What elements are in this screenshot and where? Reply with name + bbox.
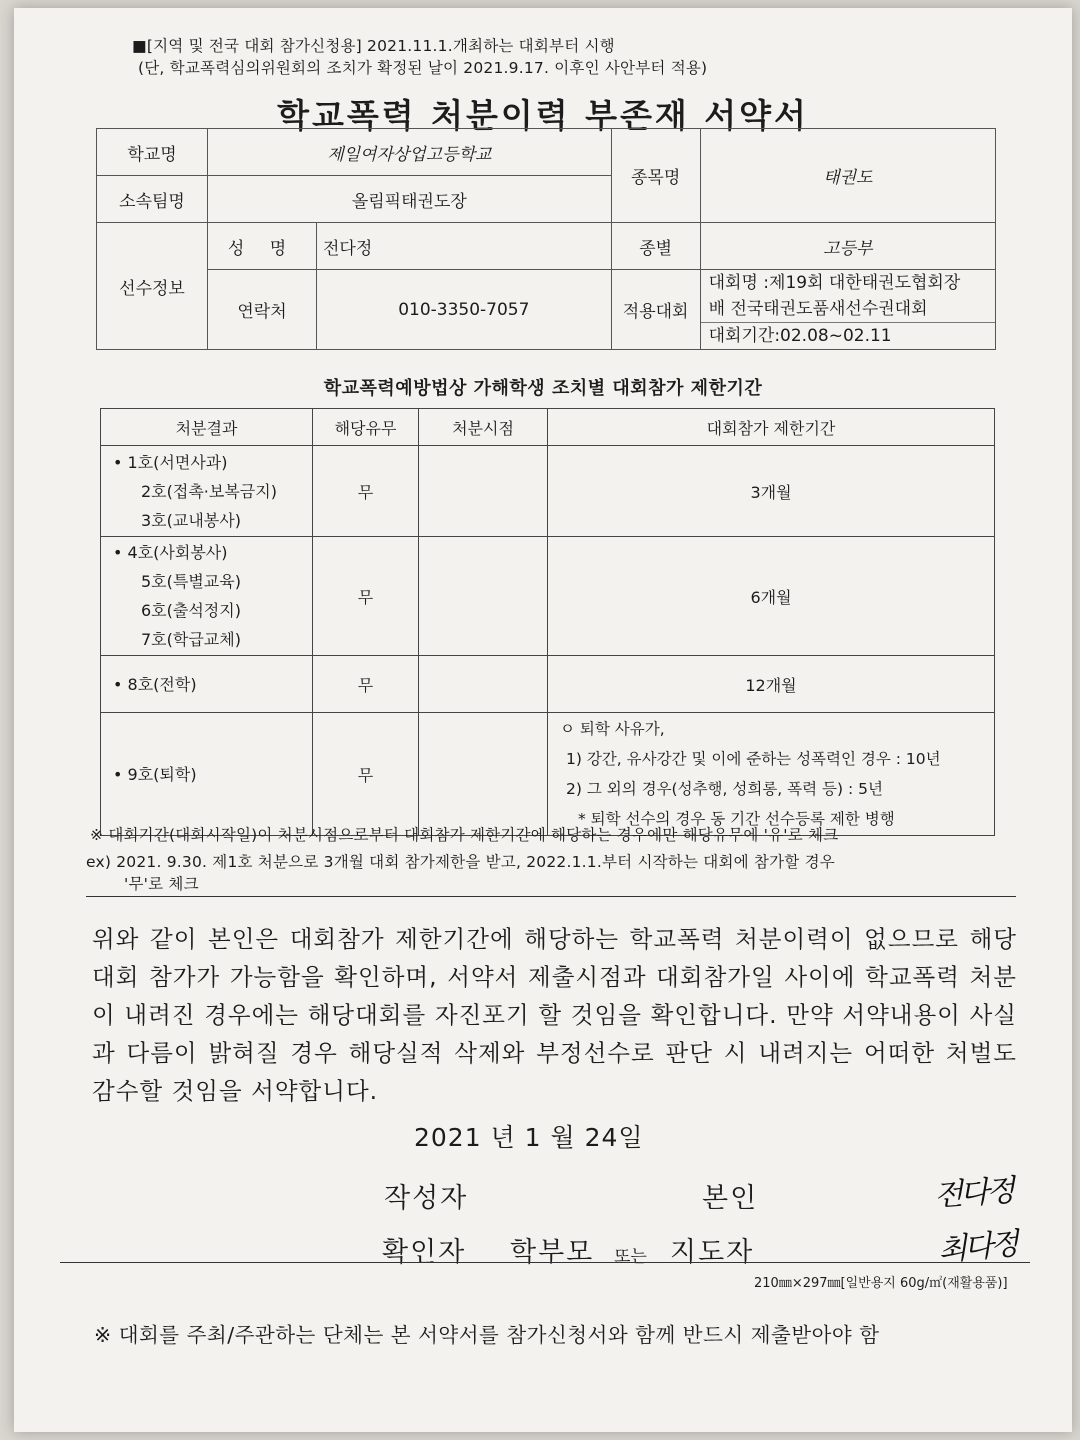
item: • 1호(서면사과) [113,452,228,472]
item: • 9호(퇴학) [113,764,197,784]
competition-period: 대회기간:02.08~02.11 [701,322,995,349]
applicable-value: 무 [313,713,419,836]
team-value: 올림픽태권도장 [208,176,612,223]
period-line: ㅇ 퇴학 사유가, [560,720,665,738]
author-label: 작성자 [384,1183,469,1214]
self-label: 본인 [702,1183,759,1214]
row-items [101,446,313,537]
time-value [419,446,548,537]
self-signature: 전다정 [933,1173,1014,1214]
divider [86,896,1016,897]
item: 2호(접촉·보복금지) [141,481,277,501]
col-header-period: 대회참가 제한기간 [548,409,995,446]
competition-name-line-1: 대회명 :제19회 대한태권도협회장 [708,273,961,293]
competition-name-line-2: 배 전국태권도품새선수권대회 [708,299,928,319]
table-row [101,537,995,656]
or-label: 또는 [614,1247,647,1267]
class-value: 고등부 [700,223,995,270]
class-label: 종별 [611,223,700,270]
name-label: 성 명 [208,223,317,270]
row-items [101,537,313,656]
document-title: 학교폭력 처분이력 부존재 서약서 [277,96,809,135]
paper-spec: 210㎜×297㎜[일반용지 60g/㎡(재활용품)] [754,1276,1008,1291]
contact-value: 010-3350-7057 [317,270,612,350]
time-value [419,713,548,836]
header-line-1: ■[지역 및 전국 대회 참가신청용] 2021.11.1.개최하는 대회부터 시행 [132,37,615,55]
team-label: 소속팀명 [97,176,208,223]
time-value [419,656,548,713]
period-detail [548,713,995,836]
event-label: 종목명 [611,129,700,223]
school-label: 학교명 [97,129,208,176]
confirm-label: 확인자 [382,1237,467,1268]
time-value [419,537,548,656]
row-items [101,713,313,836]
col-header-result: 처분결과 [101,409,313,446]
school-value: 제일여자상업고등학교 [208,129,612,176]
pledge-text: 위와 같이 본인은 대회참가 제한기간에 해당하는 학교폭력 처분이력이 없으므로 해당 대회 참가가 가능함을 확인하며, 서약서 제출시점과 대회참가일 사이에 학교폭력 처분이 내려진 경우에는 해당대회를 자진포기 할 것임을 확인합니다. 만약 서약내용이 사실과 다름이 밝혀질 경우 해당실적 삭제와 부정선수로 판단 시 내려지는 어떠한 처벌도 감수할 것임을 서약합니다. [92,925,1017,1105]
document-page [14,8,1072,1432]
info-table [96,128,996,350]
table-row [101,656,995,713]
competition-value [700,270,995,350]
footer-note: ※ 대회를 주최/주관하는 단체는 본 서약서를 참가신청서와 함께 반드시 제출받아야 함 [94,1323,880,1347]
applicable-value: 무 [313,537,419,656]
item: 7호(학급교체) [141,630,241,649]
table-row [101,713,995,836]
instructor-label: 지도자 [670,1237,755,1268]
item: • 8호(전학) [113,674,197,694]
item: • 4호(사회봉사) [113,543,228,562]
period-line: * 퇴학 선수의 경우 동 기간 선수등록 제한 병행 [578,810,895,828]
pledge-date: 2021 년 1 월 24일 [414,1123,644,1152]
period-value: 6개월 [548,537,995,656]
applicable-value: 무 [313,656,419,713]
contact-label: 연락처 [208,270,317,350]
col-header-applicable: 해당유무 [313,409,419,446]
header-line-2: (단, 학교폭력심의위원회의 조치가 확정된 날이 2021.9.17. 이후인 사안부터 적용) [138,59,708,77]
item: 6호(출석정지) [141,601,241,620]
period-value: 3개월 [548,446,995,537]
item: 3호(교내봉사) [141,510,241,530]
divider [60,1262,1030,1263]
player-info-label: 선수정보 [97,223,208,350]
period-value: 12개월 [548,656,995,713]
period-line: 1) 강간, 유사강간 및 이에 준하는 성폭력인 경우 : 10년 [566,750,941,768]
event-value: 태권도 [700,129,995,223]
note-2-line-2: '무'로 체크 [124,875,199,893]
confirm-signature: 최다정 [936,1226,1018,1269]
row-items [101,656,313,713]
period-line: 2) 그 외의 경우(성추행, 성희롱, 폭력 등) : 5년 [566,780,883,798]
restriction-table [100,408,995,836]
competition-label: 적용대회 [611,270,700,350]
note-1: ※ 대회기간(대회시작일)이 처분시점으로부터 대회참가 제한기간에 해당하는 경우에만 해당유무에 '유'로 체크 [90,826,839,844]
table-row [101,446,995,537]
item: 5호(특별교육) [141,572,241,591]
name-value: 전다정 [317,223,612,270]
col-header-time: 처분시점 [419,409,548,446]
note-2-line-1: ex) 2021. 9.30. 제1호 처분으로 3개월 대회 참가제한을 받고, 2022.1.1.부터 시작하는 대회에 참가할 경우 [86,853,835,871]
applicable-value: 무 [313,446,419,537]
parent-label: 학부모 [510,1237,595,1268]
section-title: 학교폭력예방법상 가해학생 조치별 대회참가 제한기간 [323,378,763,399]
